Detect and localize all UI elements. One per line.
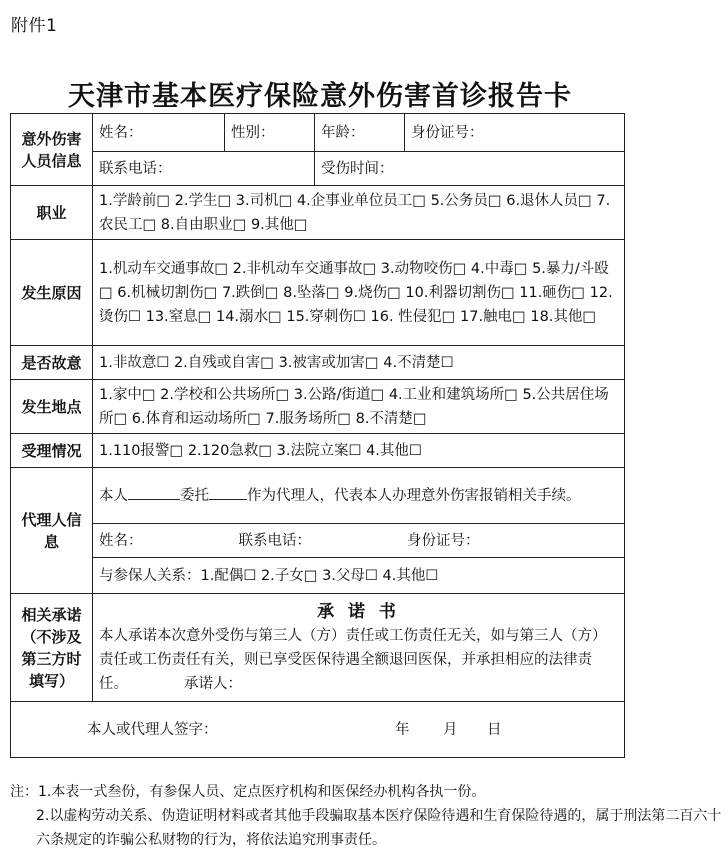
agent-header: 代理人信息 xyxy=(11,468,93,594)
form-title: 天津市基本医疗保险意外伤害首诊报告卡 xyxy=(68,81,572,112)
agent-name-label[interactable]: 姓名： xyxy=(99,532,143,549)
attachment-label: 附件1 xyxy=(11,16,58,36)
report-form xyxy=(10,113,625,758)
principal-blank[interactable] xyxy=(128,485,180,500)
signature-day[interactable]: 日 xyxy=(487,722,502,738)
location-options[interactable]: 1.家中□ 2.学校和公共场所□ 3.公路/街道□ 4.工业和建筑场所□ 5.公共居住场所□ 6.体育和运动场所□ 7.服务场所□ 8.不清楚□ xyxy=(93,380,625,434)
entrust-statement xyxy=(93,468,625,524)
signature-row xyxy=(11,702,625,758)
agent-relation-options[interactable]: 与参保人关系：1.配偶☐ 2.子女□ 3.父母☐ 4.其他☐ xyxy=(93,558,625,594)
pledge-header: 相关承诺（不涉及第三方时填写） xyxy=(11,594,93,702)
cause-header: 发生原因 xyxy=(11,240,93,346)
signature-year[interactable]: 年 xyxy=(395,722,410,738)
age-field[interactable] xyxy=(315,114,405,152)
entrust-verb: 委托 xyxy=(180,487,209,504)
signature-month[interactable]: 月 xyxy=(443,722,458,738)
agent-contact-row xyxy=(93,524,625,558)
intentional-options[interactable]: 1.非故意☐ 2.自残或自害□ 3.被害或加害□ 4.不清楚☐ xyxy=(93,346,625,380)
signature-label[interactable]: 本人或代理人签字： xyxy=(87,722,218,738)
injury-time-label: 受伤时间： xyxy=(321,160,394,177)
intentional-header: 是否故意 xyxy=(11,346,93,380)
gender-field[interactable] xyxy=(225,114,315,152)
pledge-title: 承 诺 书 xyxy=(317,601,400,622)
note-2-text: 2.以虚构劳动关系、伪造证明材料或者其他手段骗取基本医疗保险待遇和生育保险待遇的，属于刑法第二百六十六条规定的诈骗公私财物的行为，将依法追究刑事责任。 xyxy=(36,808,722,848)
agent-blank[interactable] xyxy=(209,485,247,500)
phone-field[interactable] xyxy=(93,152,315,186)
injury-time-field[interactable] xyxy=(315,152,625,186)
name-label: 姓名： xyxy=(99,124,143,141)
handling-header: 受理情况 xyxy=(11,434,93,468)
pledger-label[interactable]: 承诺人： xyxy=(184,675,242,692)
injured-person-header: 意外伤害人员信息 xyxy=(11,114,93,186)
gender-label: 性别： xyxy=(231,124,275,141)
pledge-body: 本人承诺本次意外受伤与第三人（方）责任或工伤责任无关，如与第三人（方）责任或工伤责任有关，则已享受医保待遇全额退回医保，并承担相应的法律责任。 xyxy=(99,627,607,692)
cause-options[interactable]: 1.机动车交通事故□ 2.非机动车交通事故□ 3.动物咬伤□ 4.中毒□ 5.暴力/斗殴□ 6.机械切割伤□ 7.跌倒□ 8.坠落□ 9.烧伤□ 10.利器切割伤□ 11.砸伤□ 12.烫伤☐ 13.窒息□ 14.溺水□ 15.穿刺伤☐ 16. 性侵犯□ 17.触电□ 18.其他□ xyxy=(93,240,625,346)
notes xyxy=(10,780,722,852)
note-2 xyxy=(10,804,722,852)
occupation-options[interactable]: 1.学龄前□ 2.学生□ 3.司机□ 4.企事业单位员工□ 5.公务员□ 6.退休人员□ 7.农民工□ 8.自由职业□ 9.其他□ xyxy=(93,186,625,240)
age-label: 年龄： xyxy=(321,124,365,141)
occupation-header: 职业 xyxy=(11,186,93,240)
phone-label: 联系电话： xyxy=(99,160,172,177)
id-number-field[interactable] xyxy=(405,114,625,152)
location-header: 发生地点 xyxy=(11,380,93,434)
entrust-person: 本人 xyxy=(99,487,128,504)
agent-phone-label[interactable]: 联系电话： xyxy=(238,532,311,549)
pledge-body-cell xyxy=(93,594,625,702)
agent-id-label[interactable]: 身份证号： xyxy=(407,532,480,549)
id-number-label: 身份证号： xyxy=(411,124,484,141)
handling-options[interactable]: 1.110报警□ 2.120急救□ 3.法院立案☐ 4.其他☐ xyxy=(93,434,625,468)
note-1: 注：1.本表一式叁份，有参保人员、定点医疗机构和医保经办机构各执一份。 xyxy=(10,784,486,800)
name-field[interactable] xyxy=(93,114,225,152)
entrust-rest: 作为代理人，代表本人办理意外伤害报销相关手续。 xyxy=(247,487,581,504)
